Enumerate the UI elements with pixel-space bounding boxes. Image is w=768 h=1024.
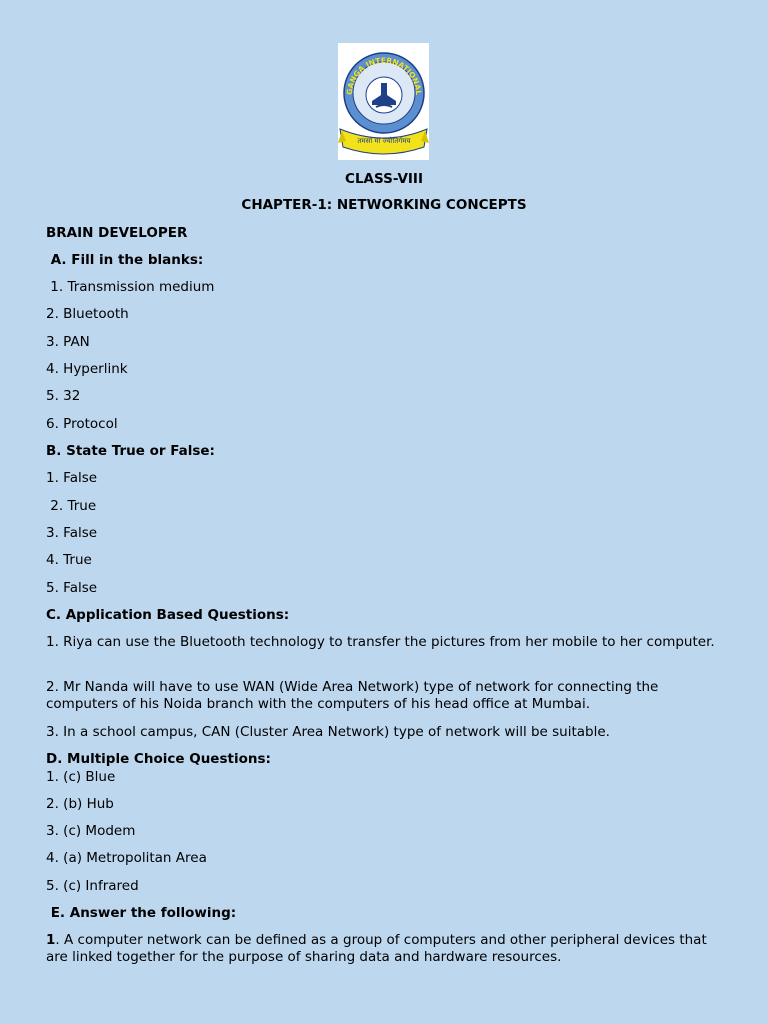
- answer-text: . A computer network can be defined as a group of computers and other peripheral devices that are linked together for the purpose of sharing data and hardware resources.: [46, 932, 707, 965]
- list-item: 4. Hyperlink: [46, 361, 128, 377]
- answer-number: 1: [46, 932, 56, 948]
- svg-text:GANGA INTERNATIONAL SCHOOL: GANGA INTERNATIONAL: [344, 55, 424, 96]
- list-item: 2. True: [46, 498, 97, 514]
- list-item: 4. (a) Metropolitan Area: [46, 850, 207, 866]
- school-logo: [338, 43, 429, 160]
- answer-paragraph: 2. Mr Nanda will have to use WAN (Wide Area Network) type of network for connecting the computers of his Noida branch with the computers of his head office at Mumbai.: [46, 679, 659, 712]
- school-emblem-icon: [338, 43, 429, 160]
- list-item: 5. False: [46, 580, 98, 596]
- chapter-title: CHAPTER-1: NETWORKING CONCEPTS: [241, 197, 527, 213]
- list-item: 2. Bluetooth: [46, 306, 129, 322]
- list-item: 3. (c) Modem: [46, 823, 136, 839]
- list-item: 4. True: [46, 552, 92, 568]
- svg-text:तमसो मा ज्योतिर्गमय: तमसो मा ज्योतिर्गमय: [357, 137, 411, 145]
- section-d-heading: D. Multiple Choice Questions:: [46, 751, 271, 767]
- list-item: 6. Protocol: [46, 416, 118, 432]
- list-item: 2. (b) Hub: [46, 796, 114, 812]
- class-title: CLASS-VIII: [345, 171, 423, 187]
- answer-paragraph: 3. In a school campus, CAN (Cluster Area Network) type of network will be suitable.: [46, 724, 610, 740]
- list-item: 5. 32: [46, 388, 81, 404]
- list-item: 3. PAN: [46, 334, 90, 350]
- section-c-heading: C. Application Based Questions:: [46, 607, 290, 623]
- list-item: 1. (c) Blue: [46, 769, 116, 785]
- list-item: 5. (c) Infrared: [46, 878, 139, 894]
- answer-paragraph: 1. Riya can use the Bluetooth technology to transfer the pictures from her mobile to her computer.: [46, 634, 715, 650]
- section-title: BRAIN DEVELOPER: [46, 225, 188, 241]
- section-e-heading: E. Answer the following:: [46, 905, 237, 921]
- list-item: 1. Transmission medium: [46, 279, 215, 295]
- list-item: 1. False: [46, 470, 98, 486]
- answer-paragraph: [46, 932, 726, 966]
- section-b-heading: B. State True or False:: [46, 443, 215, 459]
- list-item: 3. False: [46, 525, 98, 541]
- section-a-heading: A. Fill in the blanks:: [46, 252, 204, 268]
